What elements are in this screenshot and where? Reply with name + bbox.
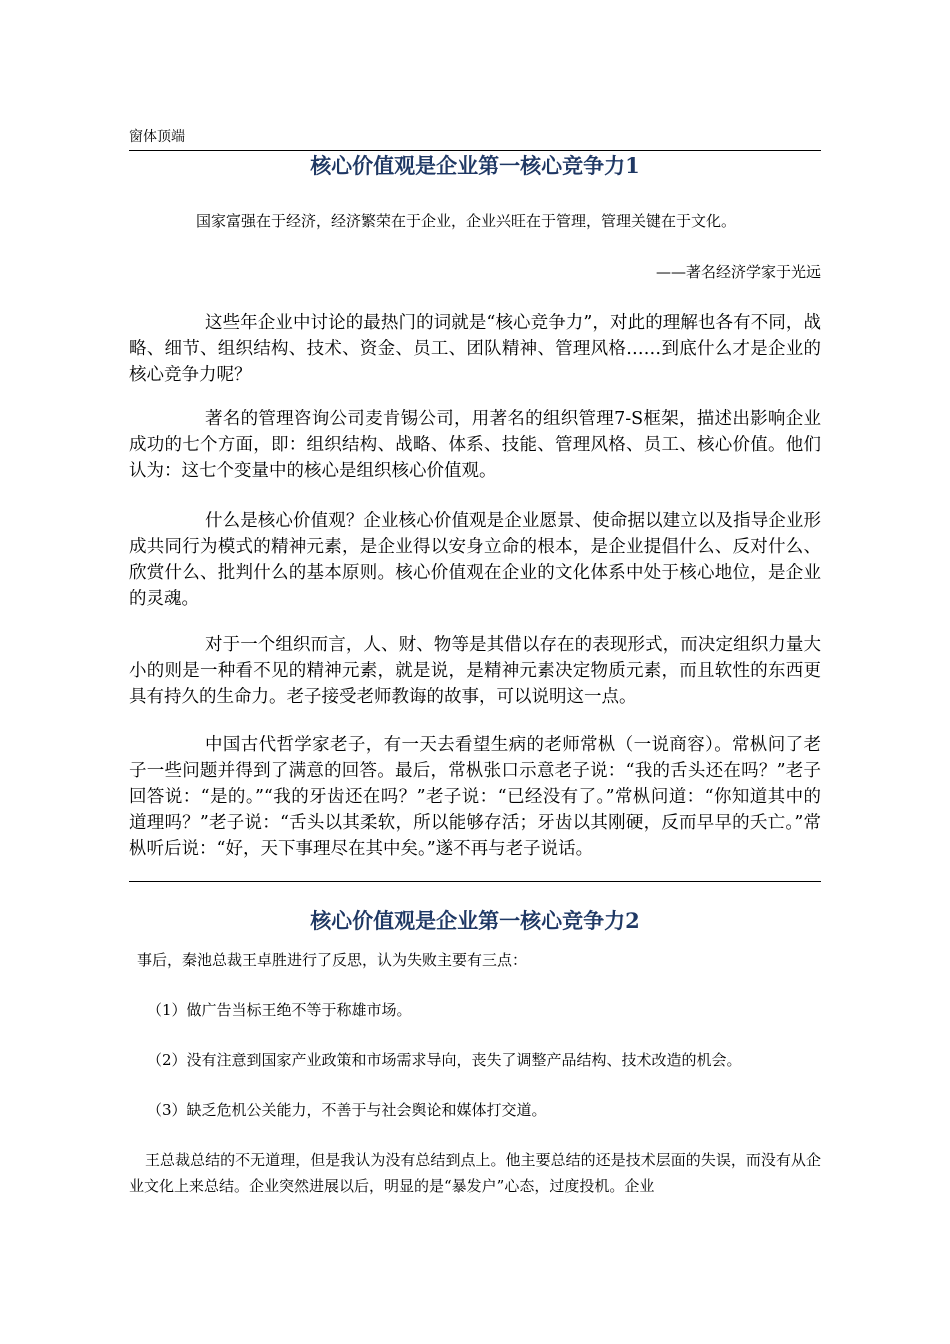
section1-paragraph: 著名的管理咨询公司麦肯锡公司，用著名的组织管理7-S框架，描述出影响企业成功的七个方面，即：组织结构、战略、体系、技能、管理风格、员工、核心价值。他们认为：这七个变量中的核心是组织核心价值观。 (129, 409, 821, 481)
section2-intro: 事后，秦池总裁王卓胜进行了反思，认为失败主要有三点： (137, 951, 528, 969)
top-rule (129, 150, 821, 151)
section2-title: 核心价值观是企业第一核心竞争力2 (310, 908, 640, 933)
section1-paragraph: 对于一个组织而言，人、财、物等是其借以存在的表现形式，而决定组织力量大小的则是一种看不见的精神元素，就是说，是精神元素决定物质元素，而且软性的东西更具有持久的生命力。老子接受老师教诲的故事，可以说明这一点。 (129, 635, 821, 707)
section1-title: 核心价值观是企业第一核心竞争力1 (310, 153, 640, 178)
section1-paragraph: 这些年企业中讨论的最热门的词就是“核心竞争力”，对此的理解也各有不同，战略、细节、组织结构、技术、资金、员工、团队精神、管理风格……到底什么才是企业的核心竞争力呢？ (129, 313, 821, 385)
section2-point: （3）缺乏危机公关能力，不善于与社会舆论和媒体打交道。 (147, 1101, 547, 1119)
section2-closing: 王总裁总结的不无道理，但是我认为没有总结到点上。他主要总结的还是技术层面的失误，而没有从企业文化上来总结。企业突然进展以后，明显的是“暴发户”心态，过度投机。企业 (129, 1151, 821, 1195)
section2-point: （1）做广告当标王绝不等于称雄市场。 (147, 1001, 412, 1019)
epigraph-attribution: ——著名经济学家于光远 (655, 263, 821, 281)
section1-paragraph: 中国古代哲学家老子，有一天去看望生病的老师常枞（一说商容）。常枞问了老子一些问题并得到了满意的回答。最后，常枞张口示意老子说：“我的舌头还在吗？”老子回答说：“是的。”“我的牙齿还在吗？”老子说：“已经没有了。”常枞问道：“你知道其中的道理吗？”老子说：“舌头以其柔软，所以能够存活；牙齿以其刚硬，反而早早的夭亡。”常枞听后说：“好，天下事理尽在其中矣。”遂不再与老子说话。 (129, 735, 821, 859)
section2-point: （2）没有注意到国家产业政策和市场需求导向，丧失了调整产品结构、技术改造的机会。 (147, 1051, 742, 1069)
form-top-label: 窗体顶端 (129, 129, 185, 145)
epigraph-quote: 国家富强在于经济，经济繁荣在于企业，企业兴旺在于管理，管理关键在于文化。 (196, 212, 737, 230)
section-divider-rule (129, 881, 821, 882)
section1-paragraph: 什么是核心价值观？企业核心价值观是企业愿景、使命据以建立以及指导企业形成共同行为模式的精神元素，是企业得以安身立命的根本，是企业提倡什么、反对什么、欣赏什么、批判什么的基本原则。核心价值观在企业的文化体系中处于核心地位，是企业的灵魂。 (129, 511, 821, 609)
